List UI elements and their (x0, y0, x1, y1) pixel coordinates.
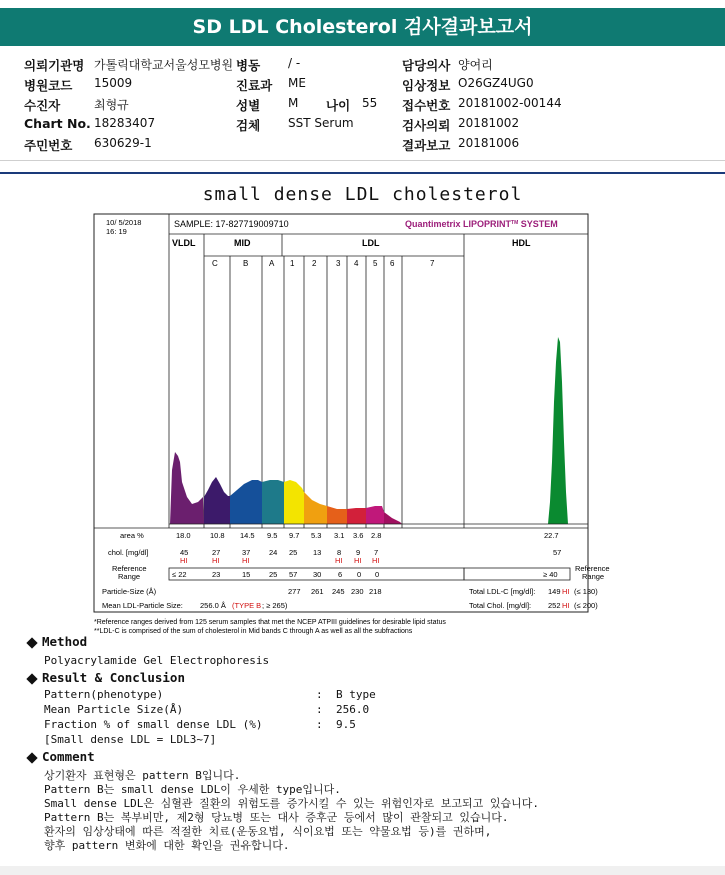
ref-ldl1: 57 (289, 570, 298, 579)
total-ldl-flag: HI (562, 587, 570, 596)
result-label-size: Mean Particle Size(Å) (44, 703, 184, 716)
value-department: ME (288, 76, 306, 90)
area-ldl2: 5.3 (311, 531, 322, 540)
label-resident-no: 주민번호 (24, 138, 73, 153)
value-hospital-code: 15009 (94, 76, 133, 90)
chart-time: 16: 19 (106, 227, 127, 236)
result-colon-2: : (316, 703, 323, 716)
result-colon-1: : (316, 688, 323, 701)
ref-mid-a: 25 (269, 570, 278, 579)
result-label-pattern: Pattern(phenotype) (44, 688, 164, 701)
bullet-diamond-icon (26, 637, 37, 648)
chol-mid-a: 24 (269, 548, 278, 557)
result-value-pattern: B type (336, 688, 376, 701)
band-label-7: 7 (430, 259, 435, 268)
band-label-4: 4 (354, 259, 359, 268)
total-ldl-value: 149 (548, 587, 561, 596)
ref-vldl: ≤ 22 (172, 570, 187, 579)
result-heading: Result & Conclusion (28, 670, 185, 685)
mean-size-ref: ; ≥ 265) (262, 601, 288, 610)
label-specimen: 검체 (236, 118, 261, 133)
chart-date: 10/ 5/2018 (106, 218, 142, 227)
result-value-size: 256.0 (336, 703, 370, 716)
value-age: 55 (362, 96, 378, 110)
group-ldl: LDL (362, 238, 380, 248)
total-chol-value: 252 (548, 601, 561, 610)
value-patient: 최형규 (94, 98, 129, 112)
label-doctor: 담당의사 (402, 58, 451, 73)
value-requester: 가톨릭대학교서울성모병원 (94, 58, 234, 72)
particle-ldl2: 261 (311, 587, 324, 596)
hi-flag-ldl3: HI (335, 556, 343, 565)
comment-line-1: 상기환자 표현형은 pattern B입니다. (44, 769, 241, 782)
band-label-a: A (269, 259, 275, 268)
total-chol-ref: (≤ 200) (574, 601, 598, 610)
particle-ldl4: 230 (351, 587, 364, 596)
ref-label-2: Range (118, 572, 141, 581)
label-age: 나이 (326, 98, 351, 113)
hi-flag-ldl5: HI (372, 556, 380, 565)
label-sex: 성별 (236, 98, 261, 113)
label-request-date: 검사의뢰 (402, 118, 451, 133)
patient-info (0, 52, 725, 156)
chart-brand: Quantimetrix LIPOPRINT™ SYSTEM (405, 219, 558, 229)
hi-flag-ldl4: HI (354, 556, 362, 565)
value-report-date: 20181006 (458, 136, 520, 150)
result-colon-3: : (316, 718, 323, 731)
comment-line-4: Pattern B는 복부비만, 제2형 당뇨병 또는 대사 증후군 등에서 많이 관찰되고 있습니다. (44, 811, 509, 824)
particle-ldl1: 277 (288, 587, 301, 596)
header-divider (0, 160, 725, 161)
hi-flag-vldl: HI (180, 556, 188, 565)
band-label-2: 2 (312, 259, 317, 268)
result-value-fraction: 9.5 (336, 718, 356, 731)
chol-ldl4: 9 (356, 548, 361, 557)
label-chart-no: Chart No. (24, 116, 91, 131)
footnote-1: *Reference ranges derived from 125 serum samples that met the NCEP ATPIII guidelines for desirable lipid status (94, 619, 446, 626)
report-title: SD LDL Cholesterol 검사결과보고서 (192, 16, 533, 38)
label-requester: 의뢰기관명 (24, 58, 85, 73)
area-mid-b: 14.5 (240, 531, 255, 540)
area-ldl5: 2.8 (371, 531, 382, 540)
report-title-bar (0, 8, 725, 46)
chol-hdl: 57 (553, 548, 562, 557)
particle-ldl3: 245 (332, 587, 345, 596)
bullet-diamond-icon (26, 752, 37, 763)
method-heading: Method (28, 634, 87, 649)
chol-ldl2: 13 (313, 548, 322, 557)
label-report-date: 결과보고 (402, 138, 451, 153)
row-label-area: area % (120, 531, 144, 540)
chol-ldl3: 8 (337, 548, 342, 557)
value-receipt-no: 20181002-00144 (458, 96, 562, 110)
area-mid-a: 9.5 (267, 531, 278, 540)
ref-ldl4: 0 (357, 570, 362, 579)
page-footer-band (0, 866, 725, 875)
band-label-3: 3 (336, 259, 341, 268)
comment-line-3: Small dense LDL은 심혈관 질환의 위험도를 증가시킬 수 있는 위험인자로 보고되고 있습니다. (44, 797, 539, 810)
comment-line-6: 향후 pattern 변화에 대한 확인을 권유합니다. (44, 839, 290, 852)
label-ward: 병동 (236, 58, 261, 73)
mean-size-type: (TYPE B (232, 601, 262, 610)
value-chart-no: 18283407 (94, 116, 156, 130)
area-ldl1: 9.7 (289, 531, 300, 540)
value-sex: M (288, 96, 299, 110)
section-title: small dense LDL cholesterol (202, 184, 523, 205)
total-chol-flag: HI (562, 601, 570, 610)
row-label-particle: Particle-Size (Å) (102, 587, 157, 596)
group-vldl: VLDL (172, 238, 196, 248)
value-request-date: 20181002 (458, 116, 520, 130)
bullet-diamond-icon (26, 673, 37, 684)
trace-ldl4 (347, 508, 366, 524)
area-hdl: 22.7 (544, 531, 559, 540)
area-mid-c: 10.8 (210, 531, 225, 540)
comment-line-2: Pattern B는 small dense LDL이 우세한 type입니다. (44, 783, 341, 796)
ref-mid-b: 15 (242, 570, 251, 579)
ref-label-1: Reference (112, 564, 147, 573)
total-chol-label: Total Chol. [mg/dl]: (469, 601, 532, 610)
ref-ldl3: 6 (338, 570, 343, 579)
ref-right-2: Range (582, 572, 605, 581)
chol-ldl1: 25 (289, 548, 298, 557)
chol-mid-c: 27 (212, 548, 221, 557)
hi-flag-mid-c: HI (212, 556, 220, 565)
section-divider (0, 172, 725, 174)
band-label-b: B (243, 259, 249, 268)
value-ward: / - (288, 56, 301, 70)
group-hdl: HDL (512, 238, 531, 248)
ref-ldl2: 30 (313, 570, 322, 579)
label-hospital-code: 병원코드 (24, 78, 73, 93)
ref-hdl: ≥ 40 (543, 570, 558, 579)
band-label-5: 5 (373, 259, 378, 268)
ref-ldl5: 0 (375, 570, 380, 579)
value-doctor: 양여리 (458, 58, 493, 72)
area-ldl3: 3.1 (334, 531, 345, 540)
label-receipt-no: 접수번호 (402, 98, 451, 113)
hi-flag-mid-b: HI (242, 556, 250, 565)
band-label-6: 6 (390, 259, 395, 268)
result-note: [Small dense LDL = LDL3~7] (44, 733, 217, 746)
row-label-chol: chol. [mg/dl] (108, 548, 149, 557)
mean-size-label: Mean LDL-Particle Size: (102, 601, 183, 610)
trace-mid-a (262, 480, 284, 524)
band-label-c: C (212, 259, 218, 268)
group-mid: MID (234, 238, 251, 248)
comment-heading: Comment (28, 749, 95, 764)
mean-size-value: 256.0 Å (200, 601, 226, 610)
chol-ldl5: 7 (374, 548, 379, 557)
value-resident-no: 630629-1 (94, 136, 152, 150)
result-label-fraction: Fraction % of small dense LDL (%) (44, 718, 263, 731)
trace-ldl5 (366, 506, 384, 524)
chart-sample: SAMPLE: 17-827719009710 (174, 219, 289, 229)
band-label-1: 1 (290, 259, 295, 268)
label-patient: 수진자 (24, 98, 61, 113)
method-text: Polyacrylamide Gel Electrophoresis (44, 654, 270, 667)
label-department: 진료과 (236, 78, 273, 93)
area-vldl: 18.0 (176, 531, 191, 540)
value-clinical-info: O26GZ4UG0 (458, 76, 534, 90)
area-ldl4: 3.6 (353, 531, 364, 540)
total-ldl-ref: (≤ 130) (574, 587, 598, 596)
total-ldl-label: Total LDL-C [mg/dl]: (469, 587, 536, 596)
chol-mid-b: 37 (242, 548, 251, 557)
value-specimen: SST Serum (288, 116, 354, 130)
comment-line-5: 환자의 임상상태에 따른 적절한 치료(운동요법, 식이요법 또는 약물요법 등)를 권하며, (44, 825, 492, 838)
particle-ldl5: 218 (369, 587, 382, 596)
label-clinical-info: 임상정보 (402, 78, 451, 93)
footnote-2: **LDL-C is comprised of the sum of cholesterol in Mid bands C through A as well as all the subfractions (94, 628, 413, 635)
ref-mid-c: 23 (212, 570, 221, 579)
chol-vldl: 45 (180, 548, 189, 557)
ref-right-1: Reference (575, 564, 610, 573)
lipoprint-chart (92, 212, 610, 638)
